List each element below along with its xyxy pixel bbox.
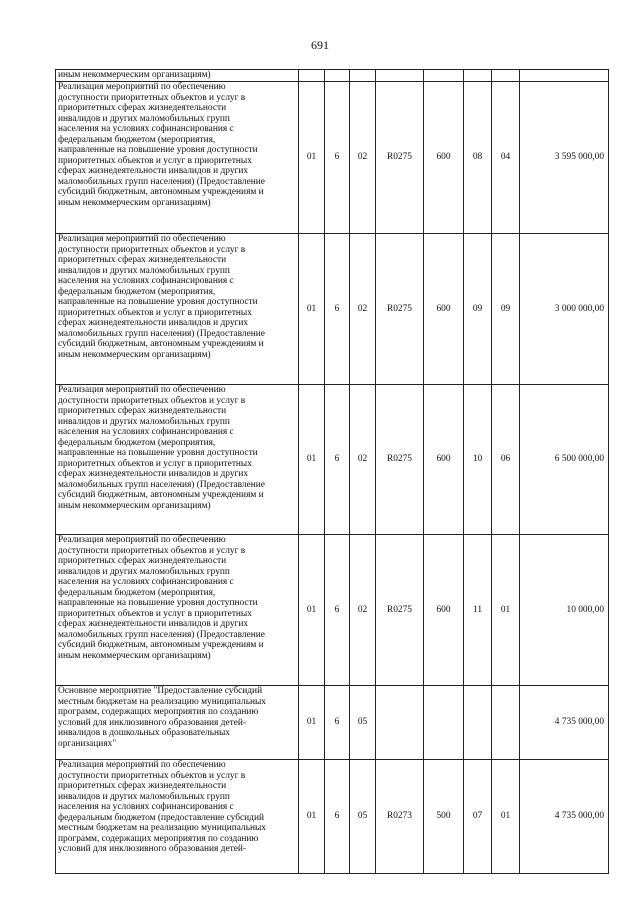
table-row <box>56 385 609 535</box>
subsection-code-cell: 01 <box>492 535 520 686</box>
expense-type-code-cell: 600 <box>424 234 464 385</box>
direction-code-cell: R0275 <box>376 234 424 385</box>
subprogram-code-cell: 6 <box>325 234 350 385</box>
section-code-cell: 08 <box>464 82 492 234</box>
section-code-cell <box>464 70 492 82</box>
budget-table <box>55 69 609 874</box>
program-code-cell: 01 <box>299 82 325 234</box>
section-code-cell: 10 <box>464 385 492 535</box>
event-code-cell <box>350 70 376 82</box>
expense-type-code-cell: 600 <box>424 385 464 535</box>
program-code-cell: 01 <box>299 234 325 385</box>
row-description: Реализация мероприятий по обеспечению доступности приоритетных объектов и услуг в приоритетных сферах жизнедеятельности инвалидов и других маломобильных групп населения на условиях софинансирования с федеральным бюджетом (мероприятия, направленные на повышение уровня доступности приоритетных объектов и услуг в приоритетных сферах жизнедеятельности инвалидов и других маломобильных групп населения) (Предоставление субсидий бюджетным, автономным учреждениям и иным некоммерческим организациям) <box>56 385 299 535</box>
expense-type-code-cell: 600 <box>424 535 464 686</box>
direction-code-cell <box>376 70 424 82</box>
amount-cell: 4 735 000,00 <box>520 686 609 760</box>
subsection-code-cell: 09 <box>492 234 520 385</box>
direction-code-cell <box>376 686 424 760</box>
program-code-cell: 01 <box>299 385 325 535</box>
section-code-cell: 07 <box>464 760 492 874</box>
row-description: Реализация мероприятий по обеспечению доступности приоритетных объектов и услуг в приоритетных сферах жизнедеятельности инвалидов и других маломобильных групп населения на условиях софинансирования с федеральным бюджетом (мероприятия, направленные на повышение уровня доступности приоритетных объектов и услуг в приоритетных сферах жизнедеятельности инвалидов и других маломобильных групп населения) (Предоставление субсидий бюджетным, автономным учреждениям и иным некоммерческим организациям) <box>56 82 299 234</box>
event-code-cell: 05 <box>350 686 376 760</box>
expense-type-code-cell: 500 <box>424 760 464 874</box>
direction-code-cell: R0275 <box>376 535 424 686</box>
program-code-cell: 01 <box>299 760 325 874</box>
subprogram-code-cell: 6 <box>325 686 350 760</box>
table-row <box>56 760 609 874</box>
subprogram-code-cell: 6 <box>325 82 350 234</box>
section-code-cell: 09 <box>464 234 492 385</box>
amount-cell <box>520 70 609 82</box>
program-code-cell <box>299 70 325 82</box>
subprogram-code-cell: 6 <box>325 385 350 535</box>
amount-cell: 4 735 000,00 <box>520 760 609 874</box>
table-row <box>56 70 609 82</box>
row-description: Реализация мероприятий по обеспечению доступности приоритетных объектов и услуг в приоритетных сферах жизнедеятельности инвалидов и других маломобильных групп населения на условиях софинансирования с федеральным бюджетом (предоставление субсидий местным бюджетам на реализацию муниципальных программ, содержащих мероприятия по созданию условий для инклюзивного образования детей- <box>56 760 299 874</box>
amount-cell: 3 000 000,00 <box>520 234 609 385</box>
direction-code-cell: R0275 <box>376 82 424 234</box>
table-row <box>56 686 609 760</box>
event-code-cell: 02 <box>350 234 376 385</box>
row-description: Основное мероприятие "Предоставление субсидий местным бюджетам на реализацию муниципальных программ, содержащих мероприятия по созданию условий для инклюзивного образования детей- инвалидов в дошкольных образовательных организациях" <box>56 686 299 760</box>
direction-code-cell: R0273 <box>376 760 424 874</box>
direction-code-cell: R0275 <box>376 385 424 535</box>
event-code-cell: 02 <box>350 385 376 535</box>
subsection-code-cell: 04 <box>492 82 520 234</box>
subsection-code-cell: 06 <box>492 385 520 535</box>
expense-type-code-cell <box>424 70 464 82</box>
row-description: Реализация мероприятий по обеспечению доступности приоритетных объектов и услуг в приоритетных сферах жизнедеятельности инвалидов и других маломобильных групп населения на условиях софинансирования с федеральным бюджетом (мероприятия, направленные на повышение уровня доступности приоритетных объектов и услуг в приоритетных сферах жизнедеятельности инвалидов и других маломобильных групп населения) (Предоставление субсидий бюджетным, автономным учреждениям и иным некоммерческим организациям) <box>56 234 299 385</box>
row-description: иным некоммерческим организациям) <box>56 70 299 82</box>
section-code-cell: 11 <box>464 535 492 686</box>
subsection-code-cell <box>492 686 520 760</box>
table-row <box>56 82 609 234</box>
amount-cell: 3 595 000,00 <box>520 82 609 234</box>
expense-type-code-cell <box>424 686 464 760</box>
event-code-cell: 02 <box>350 82 376 234</box>
subprogram-code-cell: 6 <box>325 760 350 874</box>
subsection-code-cell <box>492 70 520 82</box>
expense-type-code-cell: 600 <box>424 82 464 234</box>
subprogram-code-cell: 6 <box>325 535 350 686</box>
table-row <box>56 234 609 385</box>
section-code-cell <box>464 686 492 760</box>
amount-cell: 10 000,00 <box>520 535 609 686</box>
subprogram-code-cell <box>325 70 350 82</box>
event-code-cell: 05 <box>350 760 376 874</box>
subsection-code-cell: 01 <box>492 760 520 874</box>
amount-cell: 6 500 000,00 <box>520 385 609 535</box>
program-code-cell: 01 <box>299 535 325 686</box>
row-description: Реализация мероприятий по обеспечению доступности приоритетных объектов и услуг в приоритетных сферах жизнедеятельности инвалидов и других маломобильных групп населения на условиях софинансирования с федеральным бюджетом (мероприятия, направленные на повышение уровня доступности приоритетных объектов и услуг в приоритетных сферах жизнедеятельности инвалидов и других маломобильных групп населения) (Предоставление субсидий бюджетным, автономным учреждениям и иным некоммерческим организациям) <box>56 535 299 686</box>
table-row <box>56 535 609 686</box>
event-code-cell: 02 <box>350 535 376 686</box>
program-code-cell: 01 <box>299 686 325 760</box>
page-number: 691 <box>311 38 329 52</box>
